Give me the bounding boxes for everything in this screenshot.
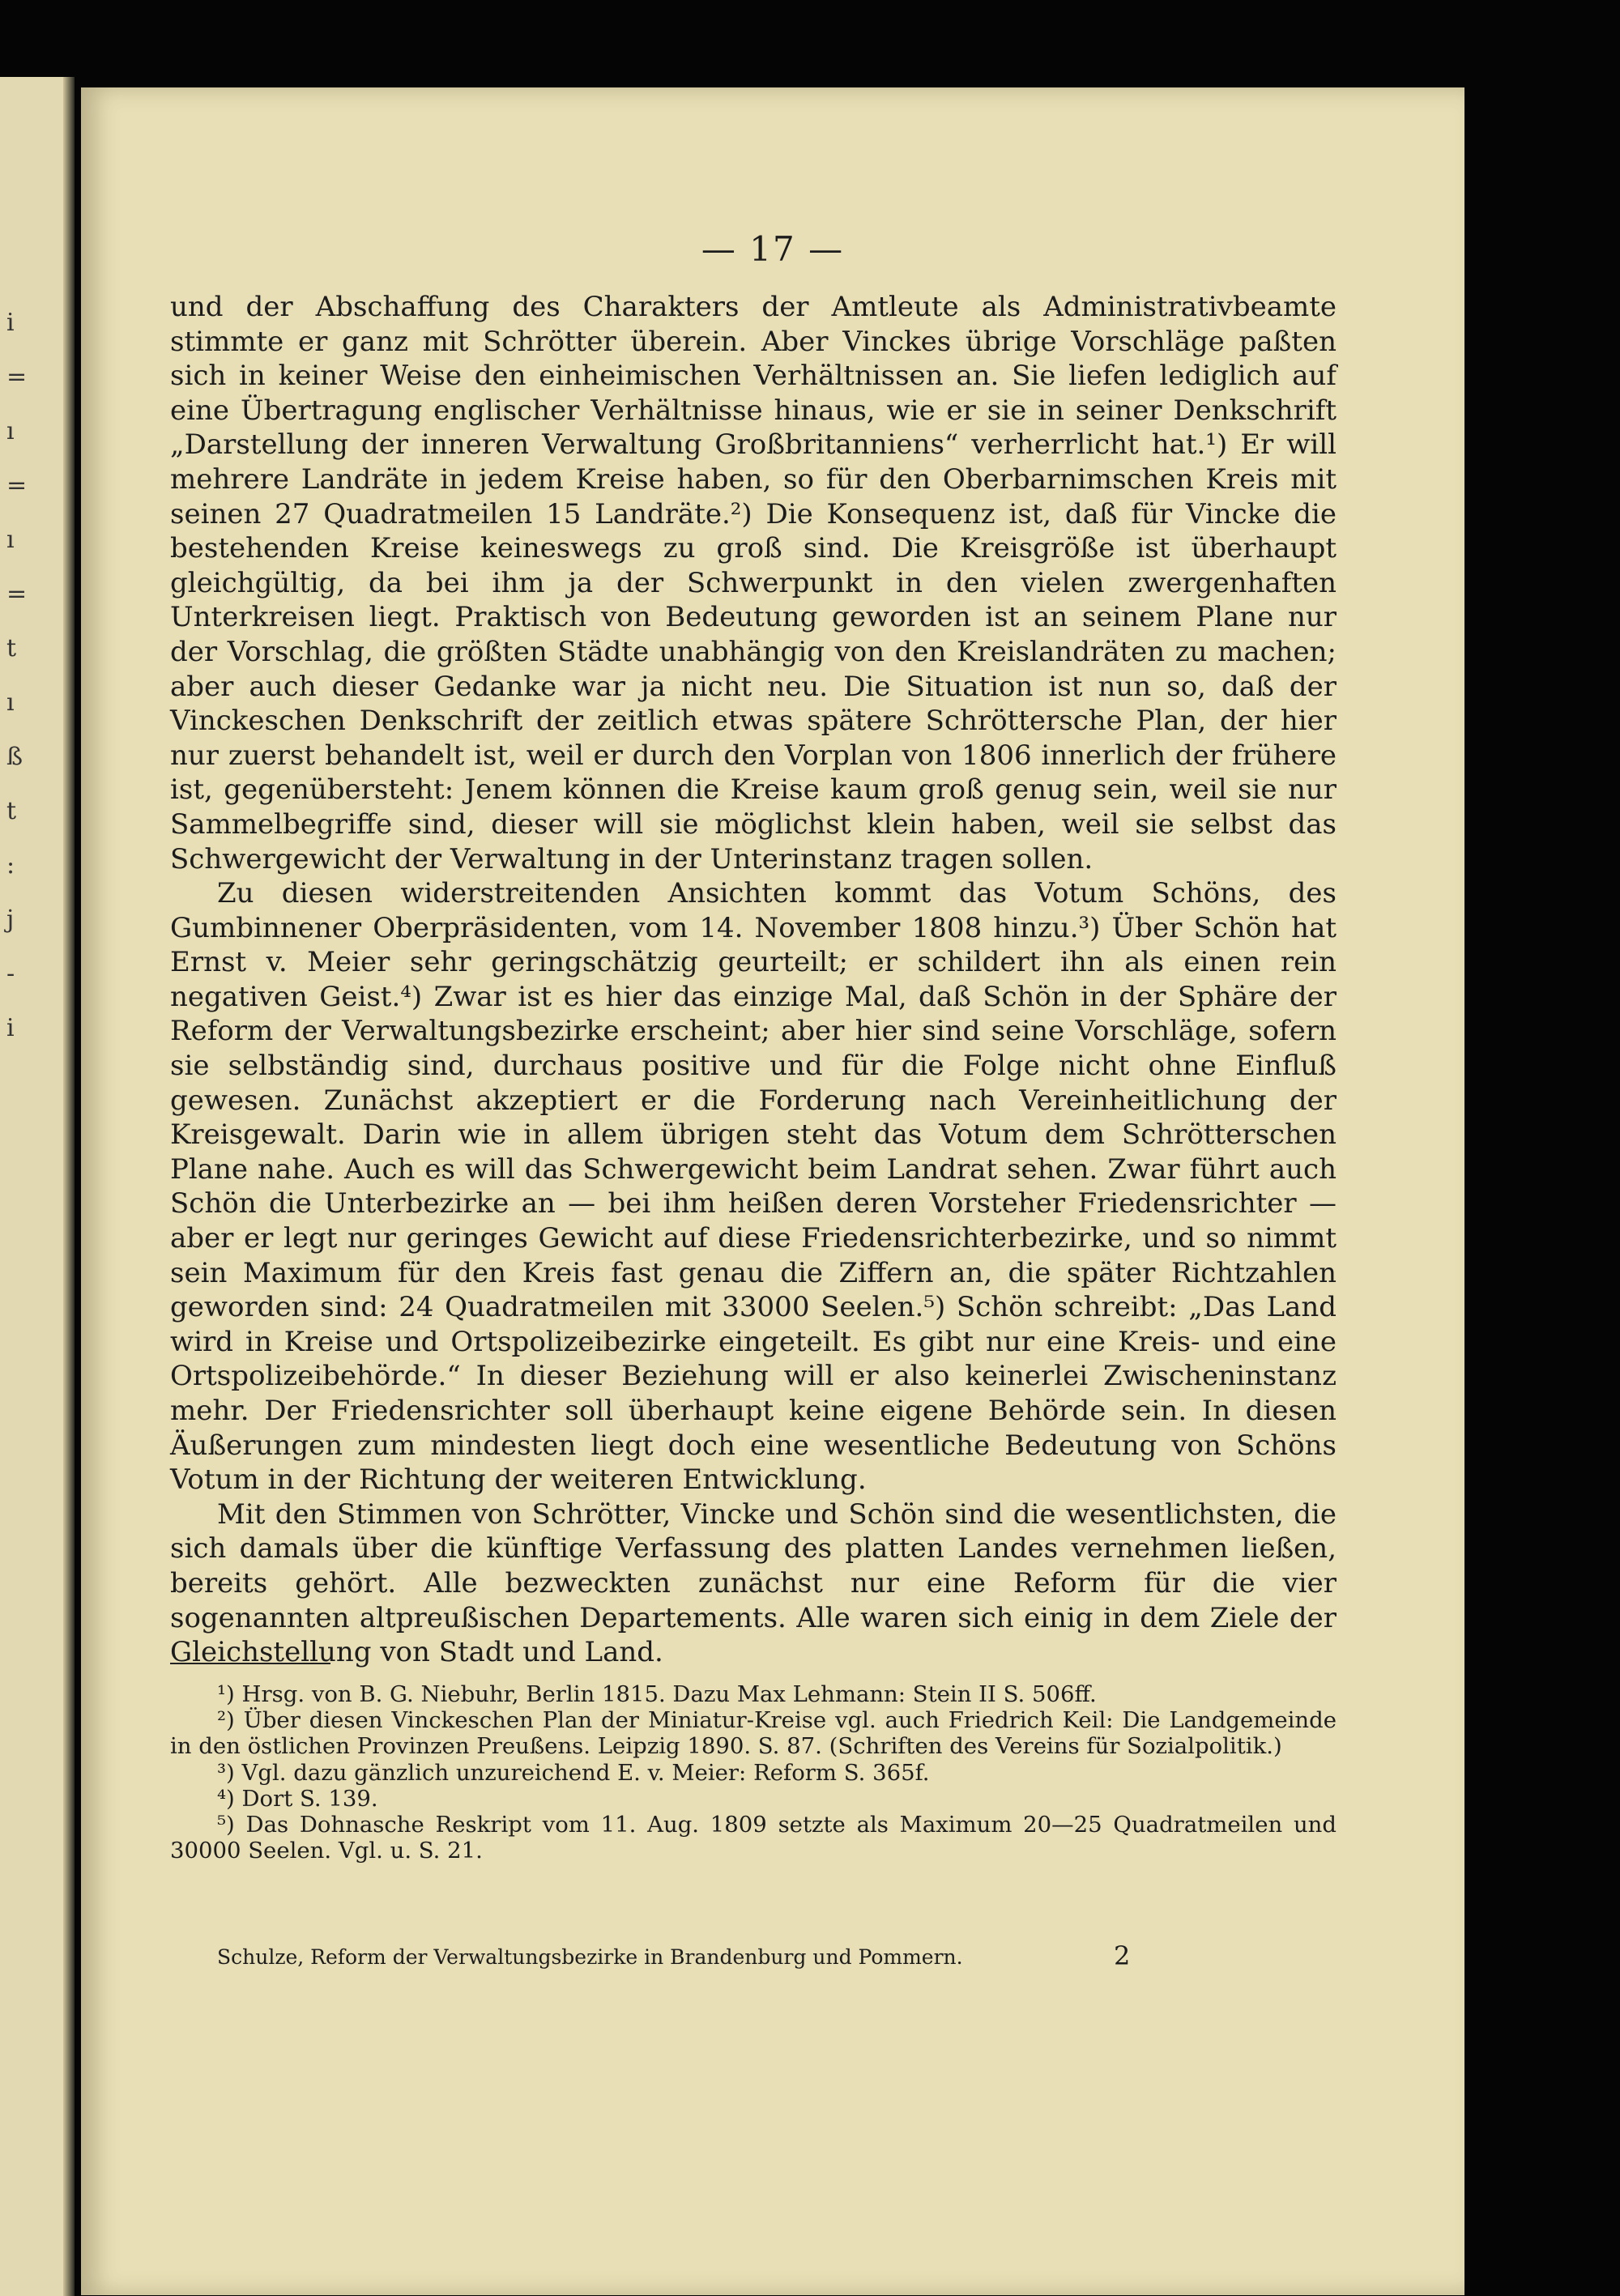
footnote: ⁵) Das Dohnasche Reskript vom 11. Aug. 1809 setzte als Maximum 20—25 Quadratmeilen und 30000 Seelen. Vgl. u. S. 21. <box>170 1812 1336 1864</box>
prev-mark: ß <box>6 743 23 771</box>
body-text <box>170 290 1336 1670</box>
prev-mark: = <box>6 471 28 500</box>
prev-mark: = <box>6 363 28 391</box>
book-page <box>81 87 1464 2295</box>
prev-mark: i <box>6 1014 15 1042</box>
running-footer: Schulze, Reform der Verwaltungsbezirke in Brandenburg und Pommern. <box>217 1945 963 1969</box>
signature-mark: 2 <box>1114 1940 1131 1971</box>
prev-mark: ı <box>6 526 15 554</box>
footnotes <box>170 1681 1336 1864</box>
prev-mark: : <box>6 851 15 880</box>
prev-mark: ı <box>6 688 15 717</box>
previous-page-edge <box>0 77 75 2296</box>
paragraph: Mit den Stimmen von Schrötter, Vincke und Schön sind die wesentlichsten, die sich damals über die künftige Verfassung des platten Landes vernehmen ließen, bereits gehört. Alle bezweckten zunächst nur eine Reform für die vier sogenannten altpreußischen Departements. Alle waren sich einig in dem Ziele der Gleichstellung von Stadt und Land. <box>170 1497 1336 1669</box>
page-number: — 17 — <box>701 229 845 269</box>
footnote: ²) Über diesen Vinckeschen Plan der Miniatur-Kreise vgl. auch Friedrich Keil: Die Landgemeinde in den östlichen Provinzen Preußens. Leipzig 1890. S. 87. (Schriften des Vereins für Sozialpolitik.) <box>170 1707 1336 1760</box>
footnote: ³) Vgl. dazu gänzlich unzureichend E. v. Meier: Reform S. 365f. <box>217 1759 930 1786</box>
prev-mark: - <box>6 960 15 988</box>
prev-mark: ı <box>6 417 15 445</box>
footnote: ¹) Hrsg. von B. G. Niebuhr, Berlin 1815. Dazu Max Lehmann: Stein II S. 506ff. <box>217 1681 1097 1707</box>
prev-mark: t <box>6 634 17 662</box>
book-gutter <box>63 77 75 2296</box>
footnote: ⁴) Dort S. 139. <box>217 1785 378 1812</box>
paragraph: und der Abschaffung des Charakters der Amtleute als Administrativbeamte stimmte er ganz mit Schrötter überein. Aber Vinckes übrige Vorschläge paßten sich in keiner Weise den einheimischen Verhältnissen an. Sie liefen lediglich auf eine Übertragung englischer Verhältnisse hinaus, wie er sie in seiner Denkschrift „Darstellung der inneren Verwaltung Großbritanniens“ verherrlicht hat.¹) Er will mehrere Landräte in jedem Kreise haben, so für den Oberbarnimschen Kreis mit seinen 27 Quadratmeilen 15 Landräte.²) Die Konsequenz ist, daß für Vincke die bestehenden Kreise keineswegs zu groß sind. Die Kreisgröße ist überhaupt gleichgültig, da bei ihm ja der Schwerpunkt in den vielen zwergenhaften Unterkreisen liegt. Praktisch von Bedeutung geworden ist an seinem Plane nur der Vorschlag, die größten Städte unabhängig von den Kreislandräten zu machen; aber auch dieser Gedanke war ja nicht neu. Die Situation ist nun so, daß der Vinckeschen Denkschrift der zeitlich etwas spätere Schröttersche Plan, der hier nur zuerst behandelt ist, weil er durch den Vorplan von 1806 innerlich der frühere ist, gegenübersteht: Jenem können die Kreise kaum groß genug sein, weil sie nur Sammelbegriffe sind, dieser will sie möglichst klein haben, weil sie selbst das Schwergewicht der Verwaltung in der Unterinstanz tragen sollen. <box>170 291 1336 875</box>
previous-page-marks <box>6 296 39 1055</box>
prev-mark: i <box>6 309 15 337</box>
prev-mark: j <box>6 905 15 934</box>
footnote-rule <box>170 1663 330 1664</box>
paragraph: Zu diesen widerstreitenden Ansichten kommt das Votum Schöns, des Gumbinnener Oberpräsidenten, vom 14. November 1808 hinzu.³) Über Schön hat Ernst v. Meier sehr geringschätzig geurteilt; er schildert ihn als einen rein negativen Geist.⁴) Zwar ist es hier das einzige Mal, daß Schön in der Sphäre der Reform der Verwaltungsbezirke erscheint; aber hier sind seine Vorschläge, sofern sie selbständig sind, durchaus positive und für die Folge nicht ohne Einfluß gewesen. Zunächst akzeptiert er die Forderung nach Vereinheitlichung der Kreisgewalt. Darin wie in allem übrigen steht das Votum dem Schrötterschen Plane nahe. Auch es will das Schwergewicht beim Landrat sehen. Zwar führt auch Schön die Unterbezirke an — bei ihm heißen deren Vorsteher Friedensrichter — aber er legt nur geringes Gewicht auf diese Friedensrichterbezirke, und so nimmt sein Maximum für den Kreis fast genau die Ziffern an, die später Richtzahlen geworden sind: 24 Quadratmeilen mit 33000 Seelen.⁵) Schön schreibt: „Das Land wird in Kreise und Ortspolizeibezirke eingeteilt. Es gibt nur eine Kreis- und eine Ortspolizeibehörde.“ In dieser Beziehung will er also keinerlei Zwischeninstanz mehr. Der Friedensrichter soll überhaupt keine eigene Behörde sein. In diesen Äußerungen zum mindesten liegt doch eine wesentliche Bedeutung von Schöns Votum in der Richtung der weiteren Entwicklung. <box>170 877 1336 1497</box>
prev-mark: = <box>6 580 28 608</box>
prev-mark: t <box>6 797 17 825</box>
